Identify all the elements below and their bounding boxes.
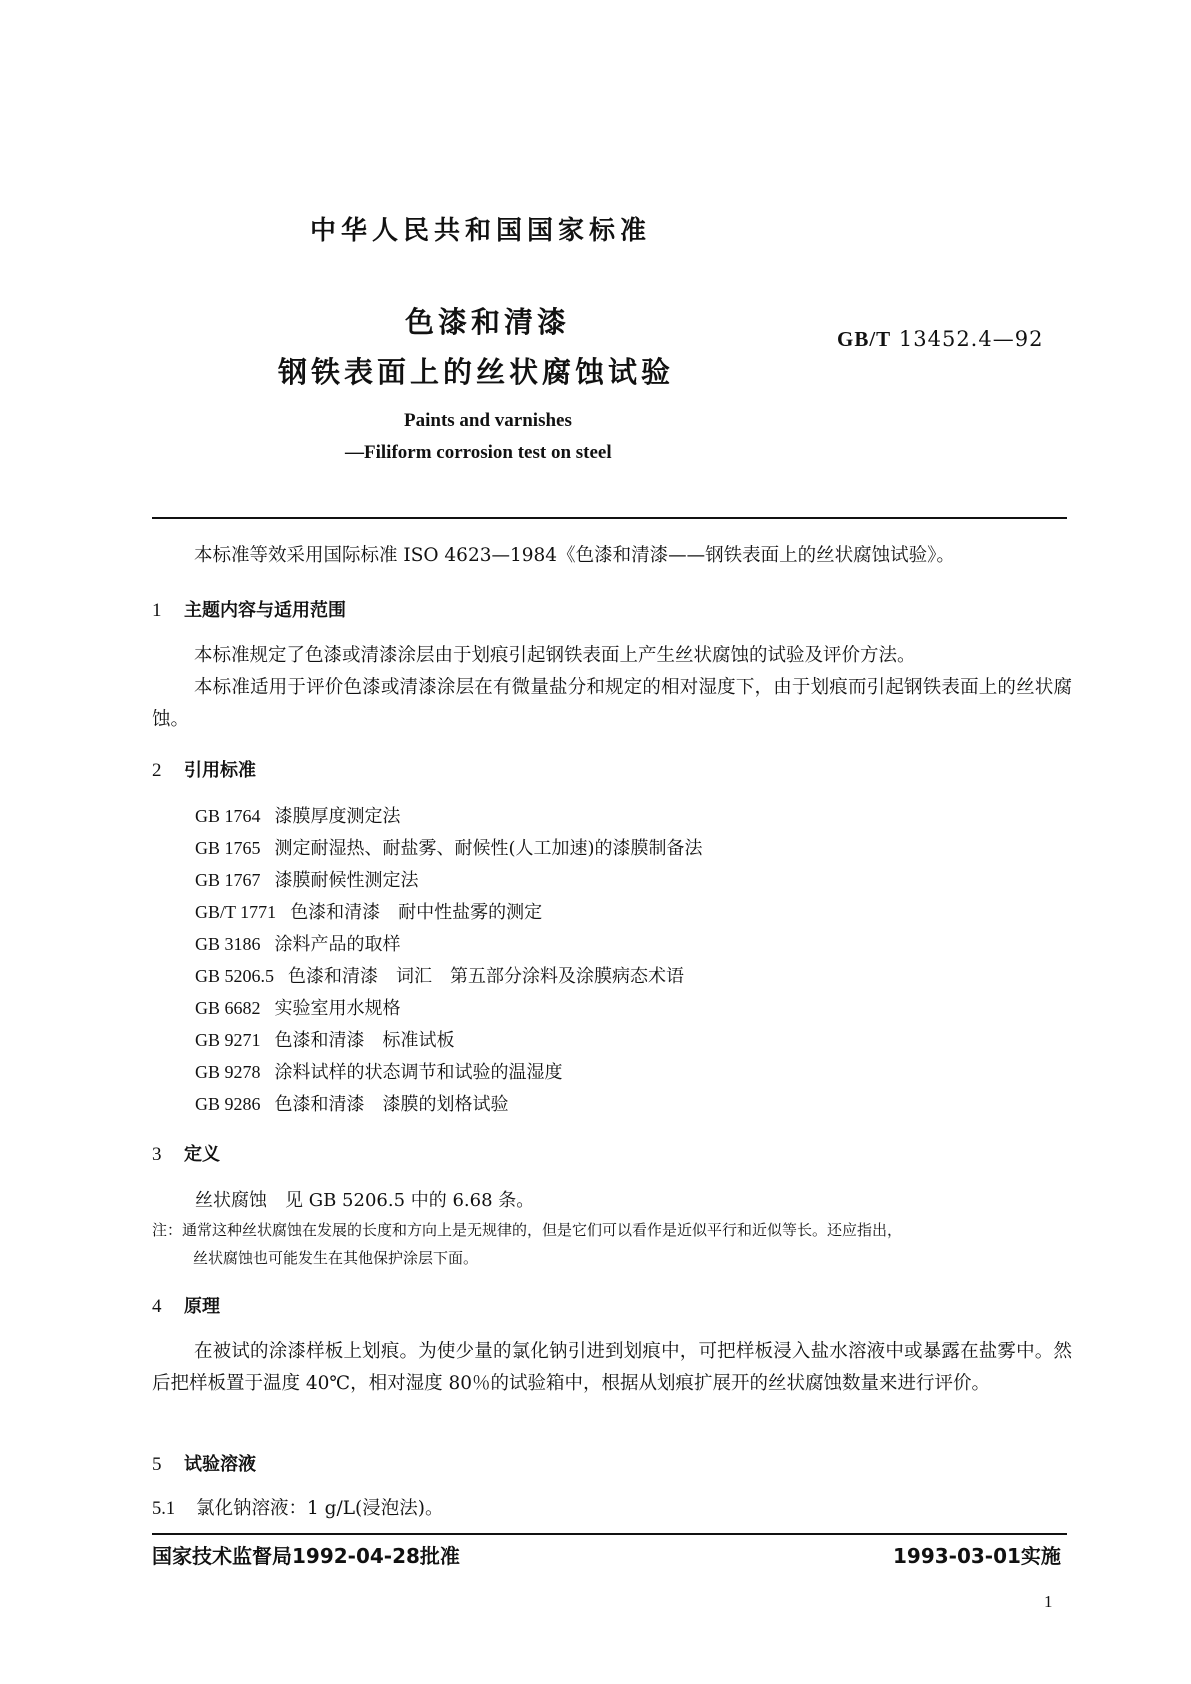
definition-paragraph: 丝状腐蚀 见 GB 5206.5 中的 6.68 条。: [195, 1190, 535, 1211]
subsection-5-1: [152, 1494, 443, 1520]
reference-title: 漆膜厚度测定法: [274, 806, 401, 827]
reference-title: 色漆和清漆 漆膜的划格试验: [274, 1094, 509, 1115]
title-zh-line2: 钢铁表面上的丝状腐蚀试验: [278, 355, 675, 389]
section-title: 试验溶液: [184, 1454, 256, 1475]
reference-code: GB 9286: [195, 1094, 261, 1114]
page-number: 1: [1044, 1592, 1053, 1611]
reference-item: [195, 1026, 455, 1052]
reference-code: GB 6682: [195, 998, 261, 1018]
definition-note-line1: 注：通常这种丝状腐蚀在发展的长度和方向上是无规律的，但是它们可以看作是近似平行和近似等长。还应指出，: [152, 1221, 903, 1239]
reference-item: [195, 1090, 509, 1116]
reference-code: GB 1767: [195, 870, 261, 890]
section-1-heading: [152, 596, 346, 622]
header-divider: [152, 517, 1067, 519]
reference-title: 涂料产品的取样: [274, 934, 401, 955]
section-title: 原理: [184, 1296, 220, 1317]
principle-paragraph: 在被试的涂漆样板上划痕。为使少量的氯化钠引进到划痕中，可把样板浸入盐水溶液中或暴露在盐雾中。然后把样板置于温度 40℃，相对湿度 80％的试验箱中，根据从划痕扩展开的丝状腐蚀数量来进行评价。: [152, 1341, 1072, 1394]
standard-number: [837, 327, 1043, 352]
reference-item: [195, 802, 401, 828]
country-standard-heading: 中华人民共和国国家标准: [310, 216, 652, 246]
reference-item: [195, 898, 542, 924]
reference-item: [195, 994, 401, 1020]
subsection-number: 5.1: [152, 1499, 176, 1519]
section-3-heading: [152, 1140, 220, 1166]
section-5-heading: [152, 1450, 256, 1476]
footer-divider: [152, 1533, 1067, 1535]
reference-item: [195, 866, 419, 892]
approval-statement: 国家技术监督局1992-04-28批准: [152, 1544, 460, 1568]
reference-code: GB 1765: [195, 838, 261, 858]
reference-title: 涂料试样的状态调节和试验的温湿度: [274, 1062, 563, 1083]
section-2-heading: [152, 756, 256, 782]
subsection-text: 氯化钠溶液：1 g/L(浸泡法)。: [196, 1498, 444, 1519]
reference-title: 色漆和清漆 耐中性盐雾的测定: [290, 902, 543, 923]
reference-code: GB 9278: [195, 1062, 261, 1082]
reference-code: GB 9271: [195, 1030, 261, 1050]
reference-code: GB 5206.5: [195, 966, 275, 986]
reference-item: [195, 1058, 563, 1084]
title-en-line2: —Filiform corrosion test on steel: [345, 442, 612, 463]
intro-paragraph: 本标准等效采用国际标准 ISO 4623—1984《色漆和清漆——钢铁表面上的丝状腐蚀试验》。: [194, 545, 955, 566]
standard-number-value: 13452.4—92: [898, 327, 1044, 351]
reference-item: [195, 834, 703, 860]
section-number: 5: [152, 1454, 162, 1475]
reference-code: GB 3186: [195, 934, 261, 954]
reference-code: GB 1764: [195, 806, 261, 826]
section-number: 3: [152, 1144, 162, 1165]
reference-item: [195, 930, 401, 956]
standard-number-prefix: GB/T: [837, 327, 892, 351]
reference-title: 测定耐湿热、耐盐雾、耐候性(人工加速)的漆膜制备法: [274, 838, 703, 859]
reference-title: 实验室用水规格: [274, 998, 401, 1019]
reference-title: 漆膜耐候性测定法: [274, 870, 419, 891]
title-zh-line1: 色漆和清漆: [405, 305, 571, 339]
section-number: 1: [152, 600, 162, 621]
reference-item: [195, 962, 684, 988]
reference-code: GB/T 1771: [195, 902, 277, 922]
effective-date: 1993-03-01实施: [893, 1544, 1061, 1568]
section-1-paragraph-1: 本标准规定了色漆或清漆涂层由于划痕引起钢铁表面上产生丝状腐蚀的试验及评价方法。: [194, 645, 916, 666]
section-title: 引用标准: [184, 760, 256, 781]
section-1-paragraph-2: 本标准适用于评价色漆或清漆涂层在有微量盐分和规定的相对湿度下，由于划痕而引起钢铁表面上的丝状腐蚀。: [152, 677, 1072, 730]
section-title: 定义: [184, 1144, 220, 1165]
title-en-line1: Paints and varnishes: [404, 410, 572, 431]
reference-title: 色漆和清漆 标准试板: [274, 1030, 455, 1051]
section-number: 2: [152, 760, 162, 781]
section-4-heading: [152, 1292, 220, 1318]
definition-note-line2: 丝状腐蚀也可能发生在其他保护涂层下面。: [193, 1249, 479, 1267]
section-number: 4: [152, 1296, 162, 1317]
reference-title: 色漆和清漆 词汇 第五部分涂料及涂膜病态术语: [288, 966, 685, 987]
section-title: 主题内容与适用范围: [184, 600, 346, 621]
